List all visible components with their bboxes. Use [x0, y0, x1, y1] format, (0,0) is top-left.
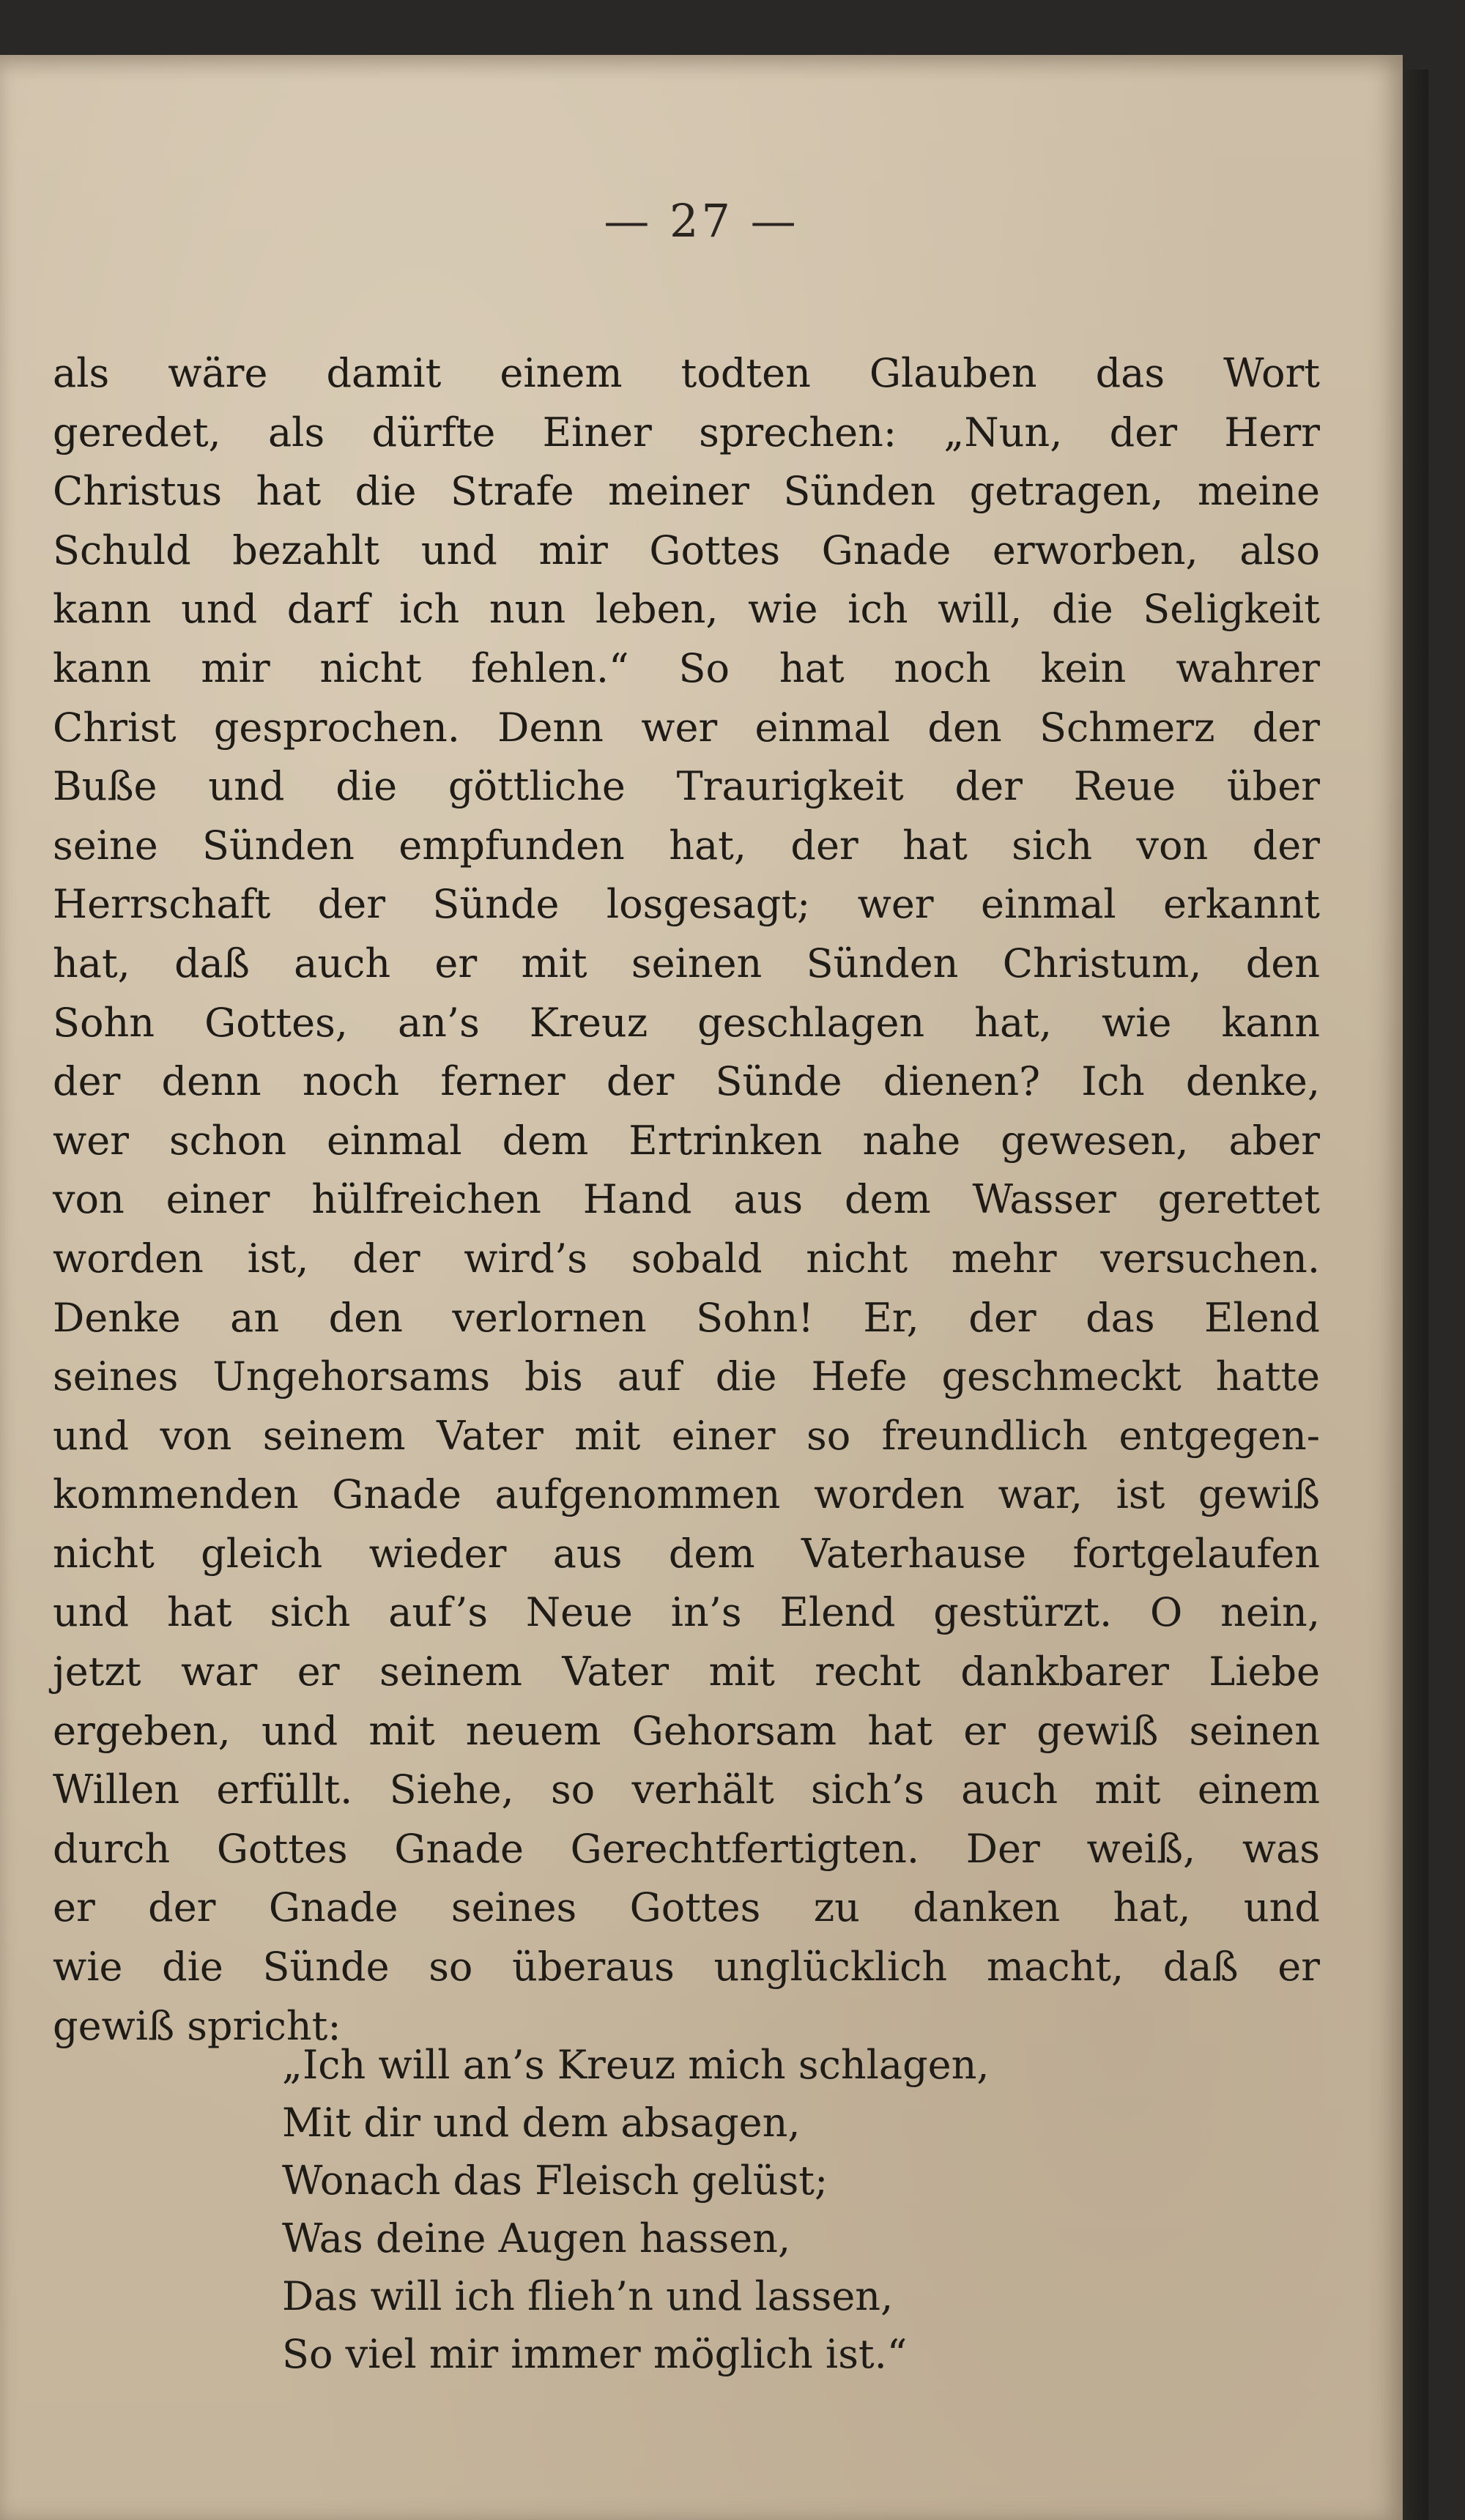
text-line: wer schon einmal dem Ertrinken nahe gewesen, aber: [53, 1117, 1320, 1164]
text-line: wie die Sünde so überaus unglücklich macht, daß er: [53, 1944, 1320, 1991]
text-line: geredet, als dürfte Einer sprechen: „Nun, der Herr: [53, 409, 1320, 456]
text-line: Christ gesprochen. Denn wer einmal den Schmerz der: [53, 704, 1320, 751]
text-line: der denn noch ferner der Sünde dienen? Ich denke,: [53, 1058, 1320, 1105]
text-line: Schuld bezahlt und mir Gottes Gnade erworben, also: [53, 527, 1320, 573]
verse-line: Das will ich flieh’n und lassen,: [282, 2273, 894, 2319]
text-line: als wäre damit einem todten Glauben das Wort: [53, 350, 1320, 396]
text-line: und hat sich auf’s Neue in’s Elend gestürzt. O nein,: [53, 1589, 1320, 1636]
verse-line: „Ich will an’s Kreuz mich schlagen,: [282, 2042, 990, 2088]
text-line: hat, daß auch er mit seinen Sünden Christum, den: [53, 940, 1320, 986]
text-line: kommenden Gnade aufgenommen worden war, ist gewiß: [53, 1471, 1320, 1518]
page-number: — 27 —: [604, 194, 799, 248]
text-line: Herrschaft der Sünde losgesagt; wer einmal erkannt: [53, 881, 1320, 928]
text-line: und von seinem Vater mit einer so freundlich entgegen-: [53, 1412, 1320, 1459]
hymn-verse: [282, 2036, 1161, 2383]
verse-line: Mit dir und dem absagen,: [282, 2100, 801, 2146]
text-line: gewiß spricht:: [53, 2002, 341, 2049]
verse-line: Was deine Augen hassen,: [282, 2215, 791, 2261]
body-paragraph: [53, 344, 1320, 2056]
text-line: durch Gottes Gnade Gerechtfertigten. Der weiß, was: [53, 1825, 1320, 1872]
text-line: von einer hülfreichen Hand aus dem Wasser gerettet: [53, 1176, 1320, 1223]
verse-line: So viel mir immer möglich ist.“: [282, 2331, 908, 2377]
text-line: er der Gnade seines Gottes zu danken hat, und: [53, 1884, 1320, 1931]
text-line: Christus hat die Strafe meiner Sünden getragen, meine: [53, 468, 1320, 515]
book-page: [0, 55, 1403, 2520]
text-line: worden ist, der wird’s sobald nicht mehr versuchen.: [53, 1235, 1320, 1282]
text-line: Buße und die göttliche Traurigkeit der Reue über: [53, 763, 1320, 810]
text-line: seines Ungehorsams bis auf die Hefe geschmeckt hatte: [53, 1353, 1320, 1400]
verse-line: Wonach das Fleisch gelüst;: [282, 2157, 828, 2204]
text-line: kann und darf ich nun leben, wie ich will, die Seligkeit: [53, 586, 1320, 633]
text-line: seine Sünden empfunden hat, der hat sich von der: [53, 822, 1320, 869]
text-line: kann mir nicht fehlen.“ So hat noch kein wahrer: [53, 644, 1320, 691]
text-line: Denke an den verlornen Sohn! Er, der das Elend: [53, 1294, 1320, 1341]
text-line: ergeben, und mit neuem Gehorsam hat er gewiß seinen: [53, 1707, 1320, 1754]
text-line: jetzt war er seinem Vater mit recht dankbarer Liebe: [53, 1649, 1320, 1695]
text-line: nicht gleich wieder aus dem Vaterhause fortgelaufen: [53, 1530, 1320, 1577]
text-line: Willen erfüllt. Siehe, so verhält sich’s auch mit einem: [53, 1766, 1320, 1813]
text-line: Sohn Gottes, an’s Kreuz geschlagen hat, wie kann: [53, 999, 1320, 1046]
